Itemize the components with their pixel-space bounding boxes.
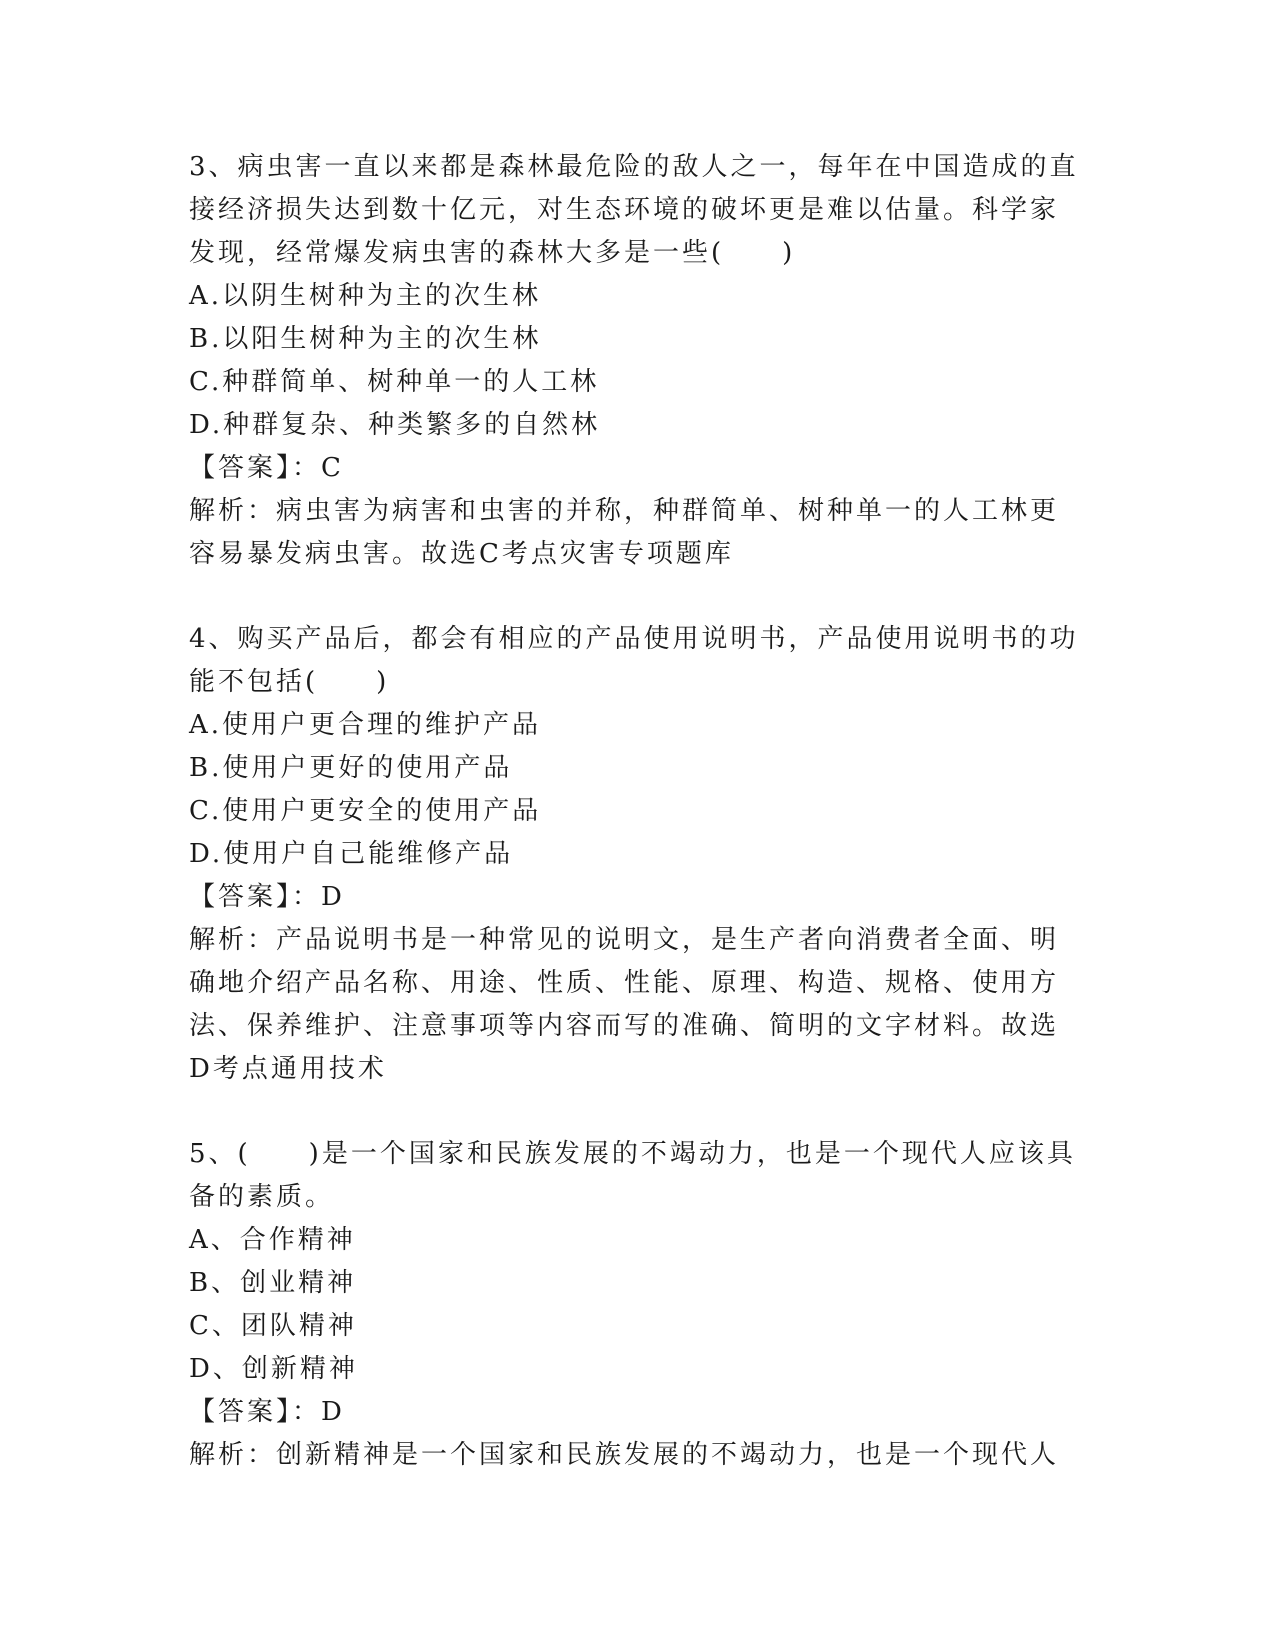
option-b: B、创业精神 <box>189 1268 357 1298</box>
analysis-line: 确地介绍产品名称、用途、性质、性能、原理、构造、规格、使用方 <box>189 968 1060 998</box>
question-3 <box>189 146 1089 576</box>
answer-line: 【答案】：D <box>189 1397 345 1427</box>
question-stem-line: 3、病虫害一直以来都是森林最危险的敌人之一，每年在中国造成的直 <box>189 152 1079 182</box>
option-c: C.使用户更安全的使用产品 <box>189 796 542 826</box>
document-page <box>189 146 1089 1477</box>
question-stem-line: 接经济损失达到数十亿元，对生态环境的破坏更是难以估量。科学家 <box>189 195 1060 225</box>
analysis-line: 法、保养维护、注意事项等内容而写的准确、简明的文字材料。故选 <box>189 1011 1060 1041</box>
answer-line: 【答案】：D <box>189 882 345 912</box>
analysis-line: 解析：创新精神是一个国家和民族发展的不竭动力，也是一个现代人 <box>189 1440 1060 1470</box>
question-stem-line: 4、购买产品后，都会有相应的产品使用说明书，产品使用说明书的功 <box>189 624 1079 654</box>
option-d: D.种群复杂、种类繁多的自然林 <box>189 410 601 440</box>
analysis-line: D考点通用技术 <box>189 1054 387 1084</box>
question-spacer <box>189 1091 1089 1133</box>
question-stem-line: 5、( )是一个国家和民族发展的不竭动力，也是一个现代人应该具 <box>189 1139 1076 1169</box>
option-a: A.使用户更合理的维护产品 <box>189 710 542 740</box>
option-c: C、团队精神 <box>189 1311 357 1341</box>
question-5 <box>189 1133 1089 1477</box>
option-c: C.种群简单、树种单一的人工林 <box>189 367 600 397</box>
option-d: D.使用户自己能维修产品 <box>189 839 514 869</box>
question-spacer <box>189 576 1089 618</box>
analysis-line: 容易暴发病虫害。故选C考点灾害专项题库 <box>189 539 734 569</box>
option-a: A、合作精神 <box>189 1225 356 1255</box>
question-4 <box>189 618 1089 1091</box>
analysis-line: 解析：产品说明书是一种常见的说明文，是生产者向消费者全面、明 <box>189 925 1060 955</box>
option-b: B.使用户更好的使用产品 <box>189 753 513 783</box>
question-stem-line: 发现，经常爆发病虫害的森林大多是一些( ) <box>189 238 796 268</box>
question-stem-line: 备的素质。 <box>189 1182 335 1212</box>
option-a: A.以阴生树种为主的次生林 <box>189 281 542 311</box>
option-b: B.以阳生树种为主的次生林 <box>189 324 542 354</box>
option-d: D、创新精神 <box>189 1354 358 1384</box>
question-stem-line: 能不包括( ) <box>189 667 390 697</box>
analysis-line: 解析：病虫害为病害和虫害的并称，种群简单、树种单一的人工林更 <box>189 496 1060 526</box>
answer-line: 【答案】：C <box>189 453 344 483</box>
